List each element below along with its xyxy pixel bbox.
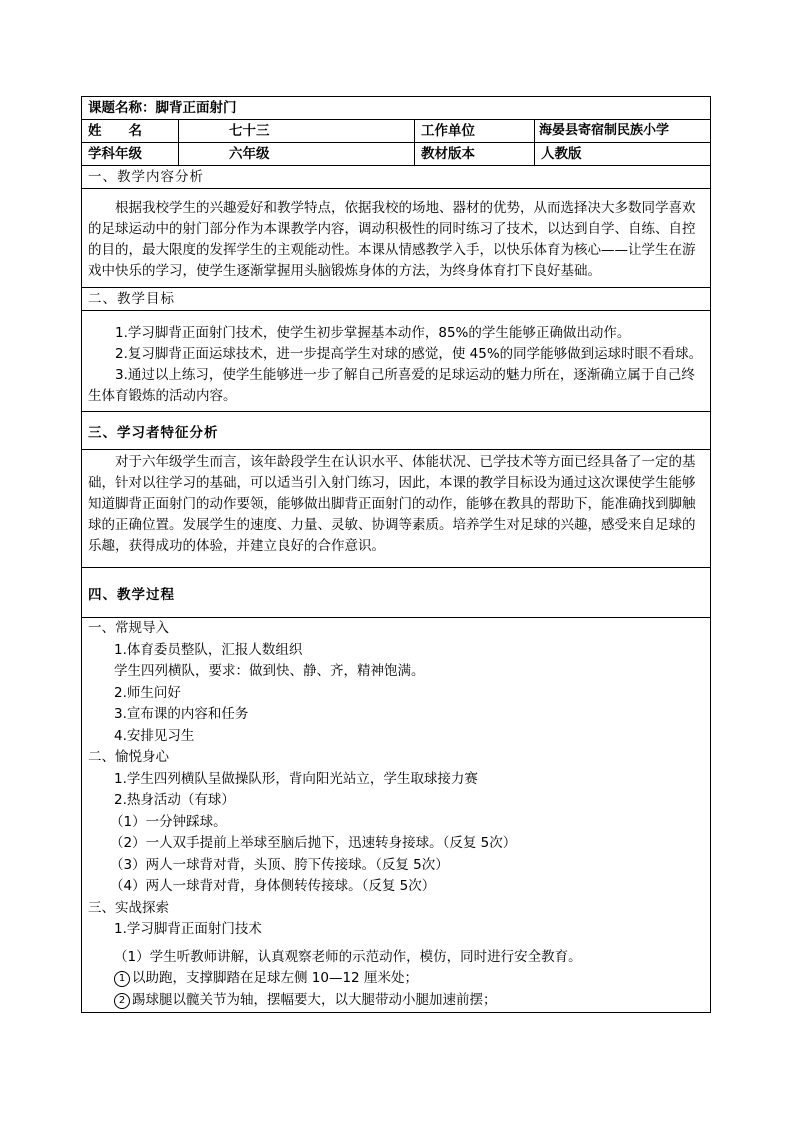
topic-value: 脚背正面射门 <box>155 100 237 116</box>
unit-label: 工作单位 <box>415 120 535 143</box>
section4-body-row <box>82 618 711 1013</box>
process-line: 1.体育委员整队，汇报人数组织 <box>114 641 303 658</box>
process-line: （2）一人双手提前上举球至脑后抛下，迅速转身接球。（反复 5次） <box>110 835 517 851</box>
section2-title-row <box>82 288 711 311</box>
process-line: 三、实战探索 <box>88 899 169 916</box>
process-line: （4）两人一球背对背，身体侧转传接球。（反复 5次） <box>110 878 436 894</box>
topic-cell <box>82 97 711 120</box>
section1-title-row <box>82 166 711 189</box>
section2-body-row <box>82 311 711 412</box>
process-line: 学生四列横队，要求：做到快、静、齐，精神饱满。 <box>114 663 425 679</box>
objective-item: 1.学习脚背正面射门技术，使学生初步掌握基本动作，85%的学生能够正确做出动作。 <box>115 325 631 341</box>
process-line: （3）两人一球背对背，头顶、胯下传接球。（反复 5次） <box>110 856 449 873</box>
lesson-plan-table <box>81 96 711 1013</box>
process-line: 4.安排见习生 <box>114 727 195 744</box>
section1-body-row <box>82 189 711 288</box>
grade-row <box>82 143 711 166</box>
section1-body <box>82 189 711 288</box>
objective-item: 2.复习脚背正面运球技术，进一步提高学生对球的感觉，使 45%的同学能够做到运球时眼不看球。 <box>115 346 703 362</box>
section4-title-row <box>82 568 711 618</box>
section1-title: 一、教学内容分析 <box>82 166 711 189</box>
process-lines <box>88 618 704 941</box>
section2-body <box>82 311 711 412</box>
topic-label: 课题名称： <box>88 100 156 116</box>
demo-line: （1）学生听教师讲解，认真观察老师的示范动作，模仿，同时进行安全教育。 <box>114 948 582 965</box>
circled-number: 1 <box>114 971 130 987</box>
section2-title: 二、教学目标 <box>82 288 711 311</box>
section3-title: 三、学习者特征分析 <box>82 412 711 450</box>
unit-value: 海晏县寄宿制民族小学 <box>535 120 711 143</box>
process-line: （1）一分钟踩球。 <box>110 813 227 830</box>
grade-label: 学科年级 <box>82 143 179 166</box>
name-label: 姓 名 <box>82 120 179 143</box>
section3-title-row <box>82 412 711 450</box>
process-line: 2.热身活动（有球） <box>114 792 235 808</box>
section3-body <box>82 450 711 568</box>
step-text: 踢球腿以髋关节为轴，摆幅要大，以大腿带动小腿加速前摆； <box>132 991 497 1008</box>
edition-label: 教材版本 <box>415 143 535 166</box>
lesson-plan-page <box>81 96 710 1013</box>
section3-text: 对于六年级学生而言，该年龄段学生在认识水平、体能状况、已学技术等方面已经具备了一定的基础，针对以往学习的基础，可以适当引入射门练习，因此，本课的教学目标设为通过这次课使学生能够知道脚背正面射门的动作要领，能够做出脚背正面射门的动作，能够在教具的帮助下，能准确找到脚触球的正确位置。发展学生的速度、力量、灵敏、协调等素质。培养学生对足球的兴趣，感受来自足球的乐趣，获得成功的体验，并建立良好的合作意识。 <box>88 454 696 554</box>
section4-body <box>82 618 711 1013</box>
process-line: 1.学生四列横队呈做操队形，背向阳光站立，学生取球接力赛 <box>114 770 478 787</box>
step-line <box>88 990 704 1012</box>
objective-item: 3.通过以上练习，使学生能够进一步了解自己所喜爱的足球运动的魅力所在，逐渐确立属于自己终生体育锻炼的活动内容。 <box>88 367 695 404</box>
step-line <box>88 968 704 990</box>
section3-body-row <box>82 450 711 568</box>
grade-value: 六年级 <box>179 143 415 166</box>
name-value: 七十三 <box>179 120 415 143</box>
process-line: 一、常规导入 <box>88 620 169 636</box>
circled-number: 2 <box>114 993 130 1009</box>
edition-value: 人教版 <box>535 143 711 166</box>
section4-title: 四、教学过程 <box>82 568 711 618</box>
section1-text: 根据我校学生的兴趣爱好和教学特点，依据我校的场地、器材的优势，从而选择决大多数同学喜欢的足球运动中的射门部分作为本课教学内容，调动积极性的同时练习了技术，以达到自学、自练、自控的目的，最大限度的发挥学生的主观能动性。本课从情感教学入手，以快乐体育为核心——让学生在游戏中快乐的学习，使学生逐渐掌握用头脑锻炼身体的方法，为终身体育打下良好基础。 <box>88 200 696 279</box>
topic-row <box>82 97 711 120</box>
process-line: 3.宣布课的内容和任务 <box>114 706 249 722</box>
process-line: 二、愉悦身心 <box>88 749 169 765</box>
name-row <box>82 120 711 143</box>
step-text: 以助跑，支撑脚踏在足球左侧 10—12 厘米处； <box>132 970 418 986</box>
process-line: 2.师生问好 <box>114 684 181 701</box>
process-line: 1.学习脚背正面射门技术 <box>114 921 262 937</box>
